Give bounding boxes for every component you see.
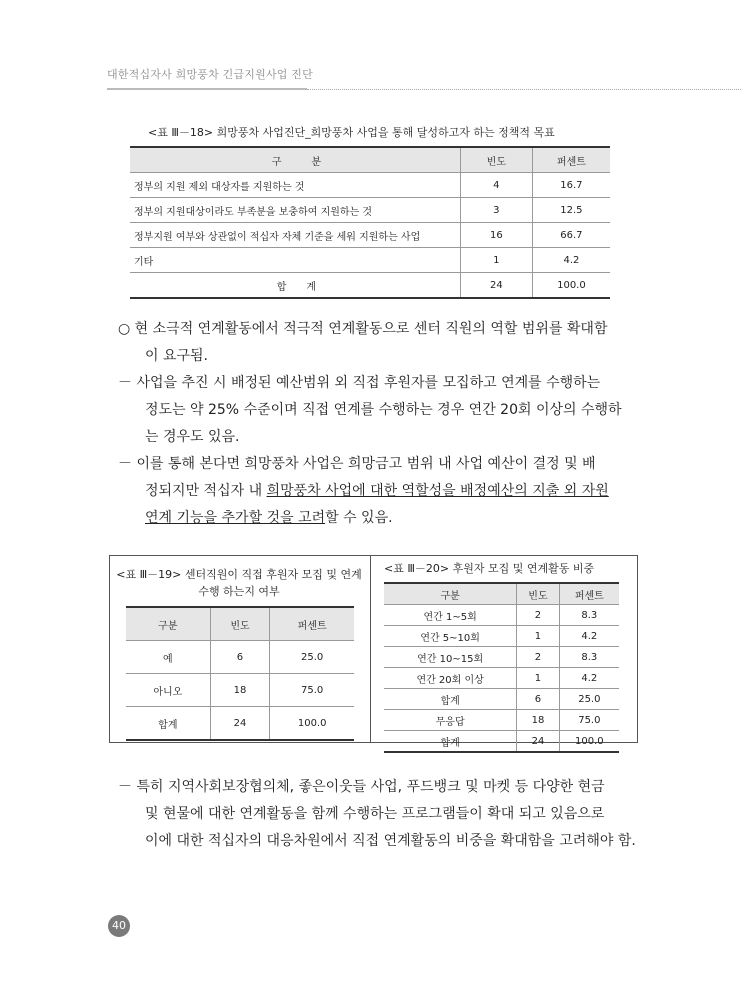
table-cell: 25.0	[270, 641, 354, 674]
table-cell: 연간 10~15회	[384, 647, 517, 668]
underlined-text: 연계 기능을 추가할 것을 고려	[145, 510, 326, 526]
table-cell: 66.7	[532, 223, 610, 248]
table-row	[384, 668, 619, 689]
column-header: 구 분	[130, 147, 460, 173]
table-cell: 24	[210, 707, 270, 741]
table-cell: 100.0	[559, 731, 619, 753]
table-cell: 기타	[130, 248, 460, 273]
table-cell: 16.7	[532, 173, 610, 198]
table-cell: 16	[460, 223, 532, 248]
text-line: － 특히 지역사회보장협의체, 좋은이웃들 사업, 푸드뱅크 및 마켓 등 다양한 현금	[118, 779, 605, 795]
table20-caption: <표 Ⅲ－20> 후원자 모집 및 연계활동 비중	[384, 562, 595, 575]
table-row	[384, 689, 619, 710]
table-cell: 12.5	[532, 198, 610, 223]
table-total-row	[384, 731, 619, 753]
column-header: 퍼센트	[270, 607, 354, 641]
table-cell: 아니오	[126, 674, 210, 707]
paragraph-dash-1	[118, 370, 638, 451]
text-span: 정되지만 적십자 내	[145, 483, 267, 499]
table-row	[126, 641, 354, 674]
table-cell: 3	[460, 198, 532, 223]
paragraph-circle-bullet	[118, 316, 638, 370]
table-cell: 18	[517, 710, 559, 731]
paragraph-dash-2	[118, 451, 638, 532]
table18-caption: <표 Ⅲ－18> 희망풍차 사업진단_희망풍차 사업을 통해 달성하고자 하는 정책적 목표	[148, 126, 555, 139]
table-row	[384, 626, 619, 647]
text-line	[118, 505, 638, 532]
text-span: 할 수 있음.	[325, 510, 393, 526]
text-line	[118, 478, 638, 505]
table-cell: 무응답	[384, 710, 517, 731]
text-line: 및 현물에 대한 연계활동을 함께 수행하는 프로그램들이 확대 되고 있음으로	[145, 806, 605, 822]
table-cell: 정부의 지원 제외 대상자를 지원하는 것	[130, 173, 460, 198]
running-header: 대한적십자사 희망풍차 긴급지원사업 진단	[107, 68, 313, 81]
table-cell: 6	[210, 641, 270, 674]
table-total-row	[130, 273, 610, 299]
table-row	[130, 198, 610, 223]
table-row	[130, 248, 610, 273]
box-divider	[370, 555, 371, 742]
table-row	[130, 173, 610, 198]
column-header: 퍼센트	[532, 147, 610, 173]
table-cell: 1	[460, 248, 532, 273]
table-cell: 연간 20회 이상	[384, 668, 517, 689]
table-cell: 정부의 지원대상이라도 부족분을 보충하여 지원하는 것	[130, 198, 460, 223]
table-cell: 4.2	[559, 626, 619, 647]
table-cell: 예	[126, 641, 210, 674]
table-cell: 24	[517, 731, 559, 753]
table-cell: 합계	[126, 707, 210, 741]
underlined-text: 희망풍차 사업에 대한 역할성을 배정예산의 지출 외 자원	[266, 483, 609, 499]
table-cell: 1	[517, 668, 559, 689]
header-rule	[107, 88, 307, 90]
paragraph-dash-3	[118, 774, 638, 855]
table-cell: 24	[460, 273, 532, 299]
table-header-row	[130, 147, 610, 173]
table20	[384, 582, 619, 753]
text-line: 정도는 약 25% 수준이며 직접 연계를 수행하는 경우 연간 20회 이상의 수행하	[145, 402, 622, 418]
column-header: 구분	[384, 583, 517, 605]
table-cell: 8.3	[559, 605, 619, 626]
text-line: － 이를 통해 본다면 희망풍차 사업은 희망금고 범위 내 사업 예산이 결정 및 배	[118, 456, 596, 472]
table-row	[130, 223, 610, 248]
table-cell: 100.0	[532, 273, 610, 299]
column-header: 빈도	[210, 607, 270, 641]
table18	[130, 146, 610, 299]
table-row	[126, 674, 354, 707]
text-line: － 사업을 추진 시 배정된 예산범위 외 직접 후원자를 모집하고 연계를 수행하는	[118, 375, 601, 391]
table-cell: 정부지원 여부와 상관없이 적십자 자체 기준을 세워 지원하는 사업	[130, 223, 460, 248]
table-cell: 18	[210, 674, 270, 707]
table-cell: 4	[460, 173, 532, 198]
header-dotted-line	[307, 89, 741, 90]
table-cell: 2	[517, 605, 559, 626]
table-cell: 합계	[384, 689, 517, 710]
table-total-row	[126, 707, 354, 741]
table-cell: 합 계	[130, 273, 460, 299]
table19-caption: <표 Ⅲ－19> 센터직원이 직접 후원자 모집 및 연계수행 하는지 여부	[116, 568, 362, 598]
column-header: 구분	[126, 607, 210, 641]
table-cell: 4.2	[532, 248, 610, 273]
table-cell: 75.0	[559, 710, 619, 731]
table-row	[384, 710, 619, 731]
text-line: 이 요구됨.	[145, 348, 208, 364]
table-cell: 8.3	[559, 647, 619, 668]
column-header: 빈도	[517, 583, 559, 605]
table-header-row	[126, 607, 354, 641]
column-header: 빈도	[460, 147, 532, 173]
text-line: ○ 현 소극적 연계활동에서 적극적 연계활동으로 센터 직원의 역할 범위를 확대함	[118, 321, 608, 337]
table-cell: 2	[517, 647, 559, 668]
table-cell: 1	[517, 626, 559, 647]
table-cell: 6	[517, 689, 559, 710]
table-cell: 75.0	[270, 674, 354, 707]
text-line: 이에 대한 적십자의 대응차원에서 직접 연계활동의 비중을 확대함을 고려해야 함.	[145, 833, 636, 849]
table-row	[384, 647, 619, 668]
table-cell: 연간 1~5회	[384, 605, 517, 626]
table-cell: 100.0	[270, 707, 354, 741]
page-number: 40	[108, 915, 130, 937]
table-header-row	[384, 583, 619, 605]
table-row	[384, 605, 619, 626]
table-cell: 25.0	[559, 689, 619, 710]
table-cell: 합계	[384, 731, 517, 753]
text-line: 는 경우도 있음.	[145, 429, 240, 445]
column-header: 퍼센트	[559, 583, 619, 605]
table-cell: 4.2	[559, 668, 619, 689]
table-cell: 연간 5~10회	[384, 626, 517, 647]
table19	[126, 606, 354, 741]
